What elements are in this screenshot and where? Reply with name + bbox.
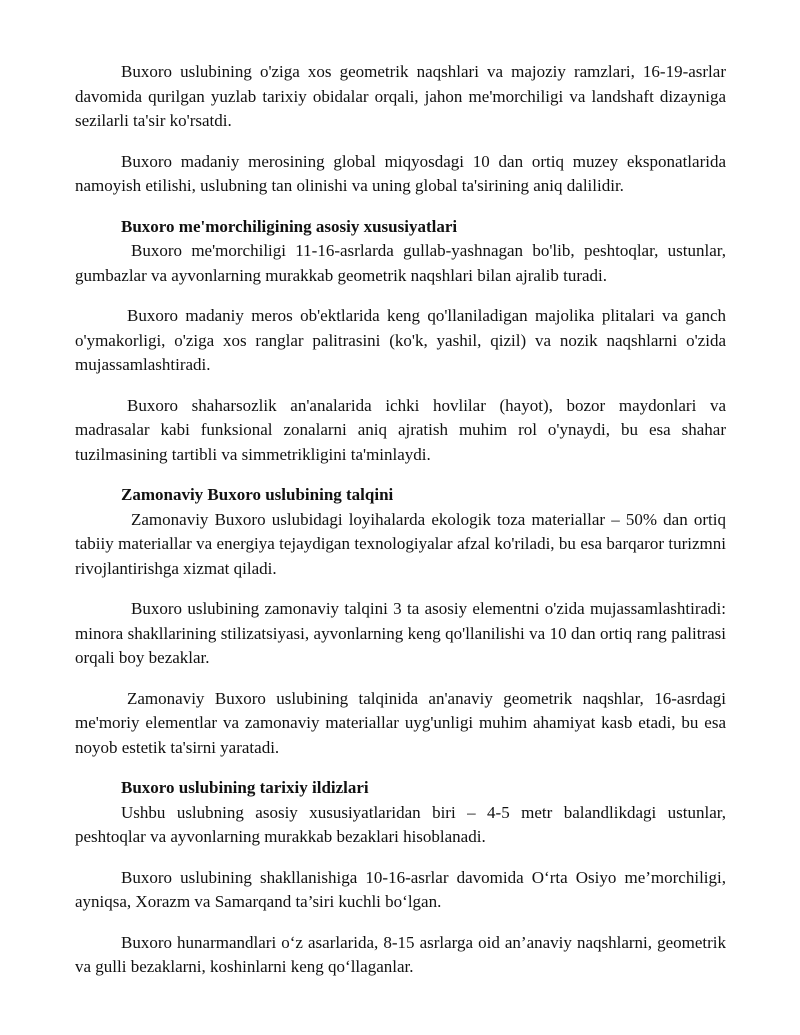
intro-paragraph-2: Buxoro madaniy merosining global miqyosdagi 10 dan ortiq muzey eksponatlarida namoyish etilishi, uslubning tan olinishi va uning global ta'sirining aniq dalilidir. (75, 151, 726, 195)
architecture-paragraph-2: Buxoro madaniy meros ob'ektlarida keng qo'llaniladigan majolika plitalari va ganch o'ymakorligi, o'ziga xos ranglar palitrasini (ko'k, yashil, qizil) va nozik naqshlarni o'zida mujassamlashtiradi. (75, 306, 726, 374)
section-heading-modern-interpretation: Zamonaviy Buxoro uslubining talqini (121, 485, 394, 504)
intro-paragraph-1: Buxoro uslubining o'ziga xos geometrik naqshlari va majoziy ramzlari, 16-19-asrlar davomida qurilgan yuzlab tarixiy obidalar orqali, jahon me'morchiligi va landshaft dizayniga sezilarli ta'sir ko'rsatdi. (75, 62, 726, 130)
architecture-paragraph-3: Buxoro shaharsozlik an'analarida ichki hovlilar (hayot), bozor maydonlari va madrasalar kabi funksional zonalarni aniq ajratish muhim rol o'ynaydi, bu esa shahar tuzilmasining tartibli va simmetrikligini ta'minlaydi. (75, 395, 726, 464)
modern-paragraph-1: Zamonaviy Buxoro uslubidagi loyihalarda ekologik toza materiallar – 50% dan ortiq tabiiy materiallar va energiya tejaydigan texnologiyalar afzal ko'riladi, bu esa barqaror turizmni rivojlantirishga xizmat qiladi. (75, 509, 726, 578)
roots-paragraph-1: Ushbu uslubning asosiy xususiyatlaridan biri – 4-5 metr balandlikdagi ustunlar, peshtoqlar va ayvonlarning murakkab bezaklari hisoblanadi. (75, 802, 726, 846)
section-heading-historical-roots: Buxoro uslubining tarixiy ildizlari (121, 778, 369, 797)
roots-paragraph-2: Buxoro uslubining shakllanishiga 10-16-asrlar davomida O‘rta Osiyo me’morchiligi, ayniqsa, Xorazm va Samarqand ta’siri kuchli bo‘lgan. (75, 867, 726, 911)
modern-paragraph-2: Buxoro uslubining zamonaviy talqini 3 ta asosiy elementni o'zida mujassamlashtiradi: minora shakllarining stilizatsiyasi, ayvonlarning keng qo'llanilishi va 10 dan ortiq rang palitrasi orqali boy bezaklar. (75, 599, 726, 667)
architecture-paragraph-1: Buxoro me'morchiligi 11-16-asrlarda gullab-yashnagan bo'lib, peshtoqlar, ustunlar, gumbazlar va ayvonlarning murakkab geometrik naqshlari bilan ajralib turadi. (75, 241, 726, 285)
modern-paragraph-3: Zamonaviy Buxoro uslubining talqinida an'anaviy geometrik naqshlar, 16-asrdagi me'moriy elementlar va zamonaviy materiallar uyg'unligi muhim ahamiyat kasb etadi, bu esa noyob estetik ta'sirni yaratadi. (75, 688, 726, 757)
roots-paragraph-3: Buxoro hunarmandlari o‘z asarlarida, 8-15 asrlarga oid an’anaviy naqshlarni, geometrik va gulli bezaklarni, koshinlarni keng qo‘llaganlar. (75, 932, 726, 976)
section-heading-architecture: Buxoro me'morchiligining asosiy xususiyatlari (121, 216, 458, 236)
